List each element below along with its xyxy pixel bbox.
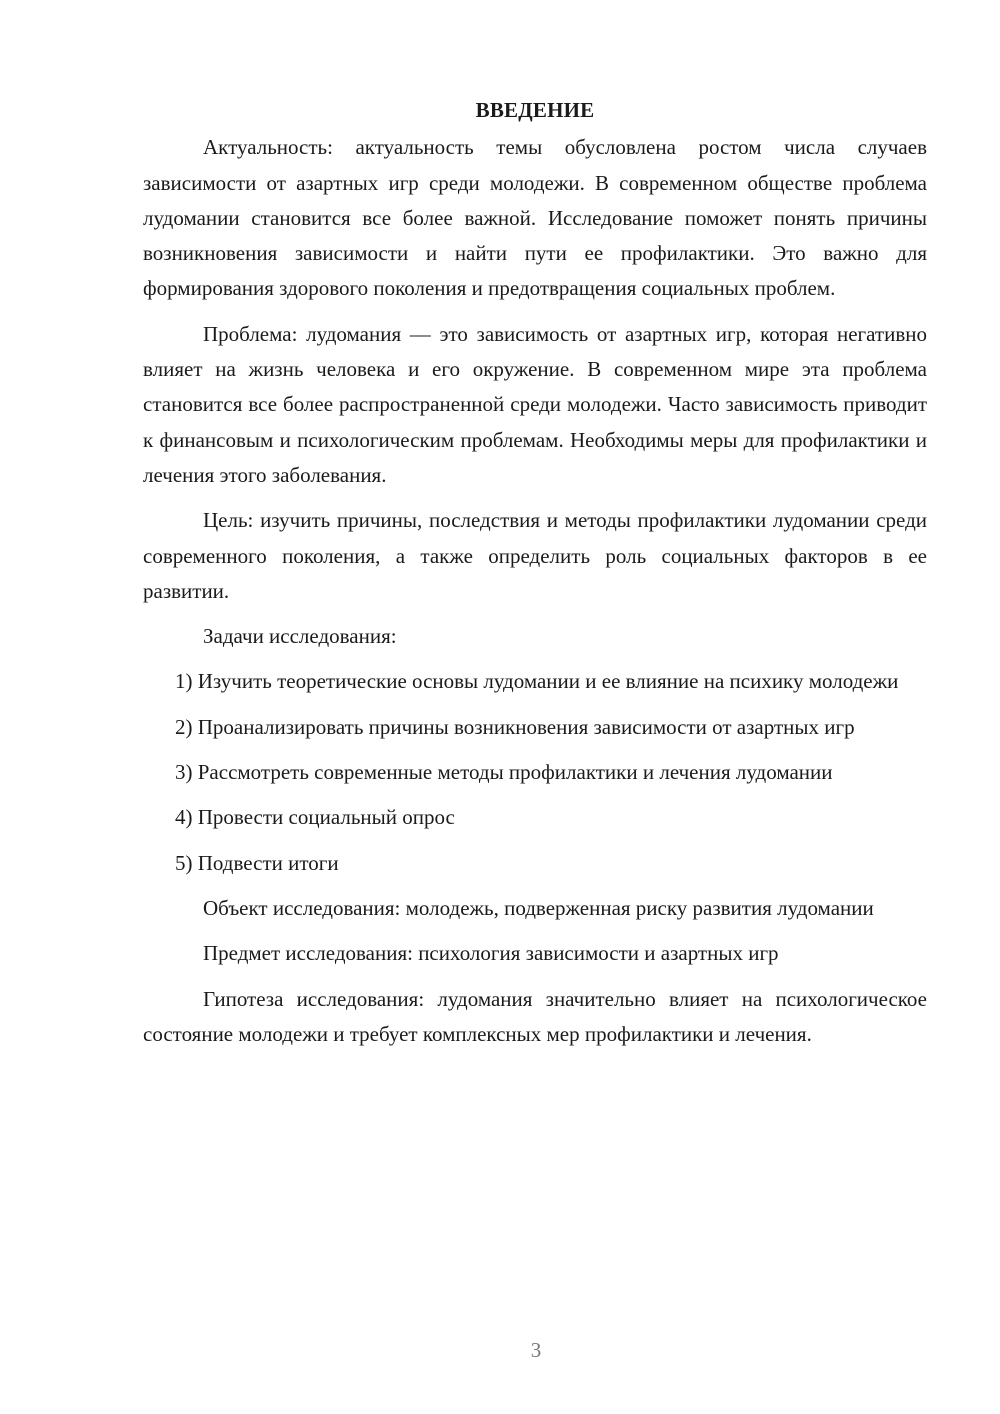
page-number: 3 <box>530 1338 542 1362</box>
paragraph-goal: Цель: изучить причины, последствия и методы профилактики лудомании среди современного поколения, а также определить роль социальных факторов в ее развитии. <box>143 508 927 603</box>
task-item-5: 5) Подвести итоги <box>175 850 339 875</box>
page-content <box>143 93 927 1052</box>
paragraph-tasks-heading: Задачи исследования: <box>203 624 397 649</box>
paragraph-relevance: Актуальность: актуальность темы обусловлена ростом числа случаев зависимости от азартных игр среди молодежи. В современном обществе проблема лудомании становится все более важной. Исследование поможет понять причины возникновения зависимости и найти пути ее профилактики. Это важно для формирования здорового поколения и предотвращения социальных проблем. <box>143 135 927 301</box>
task-item-3: 3) Рассмотреть современные методы профилактики и лечения лудомании <box>175 760 833 785</box>
task-item-2: 2) Проанализировать причины возникновения зависимости от азартных игр <box>175 714 855 739</box>
page-title: ВВЕДЕНИЕ <box>475 98 595 122</box>
paragraph-hypothesis: Гипотеза исследования: лудомания значительно влияет на психологическое состояние молодежи и требует комплексных мер профилактики и лечения. <box>143 986 927 1046</box>
paragraph-subject: Предмет исследования: психология зависимости и азартных игр <box>203 941 779 966</box>
task-item-4: 4) Провести социальный опрос <box>175 805 455 830</box>
paragraph-problem: Проблема: лудомания — это зависимость от азартных игр, которая негативно влияет на жизнь человека и его окружение. В современном мире эта проблема становится все более распространенной среди молодежи. Часто зависимость приводит к финансовым и психологическим проблемам. Необходимы меры для профилактики и лечения этого заболевания. <box>143 321 927 487</box>
paragraph-object: Объект исследования: молодежь, подверженная риску развития лудомании <box>203 895 874 920</box>
task-item-1: 1) Изучить теоретические основы лудомании и ее влияние на психику молодежи <box>175 669 899 694</box>
